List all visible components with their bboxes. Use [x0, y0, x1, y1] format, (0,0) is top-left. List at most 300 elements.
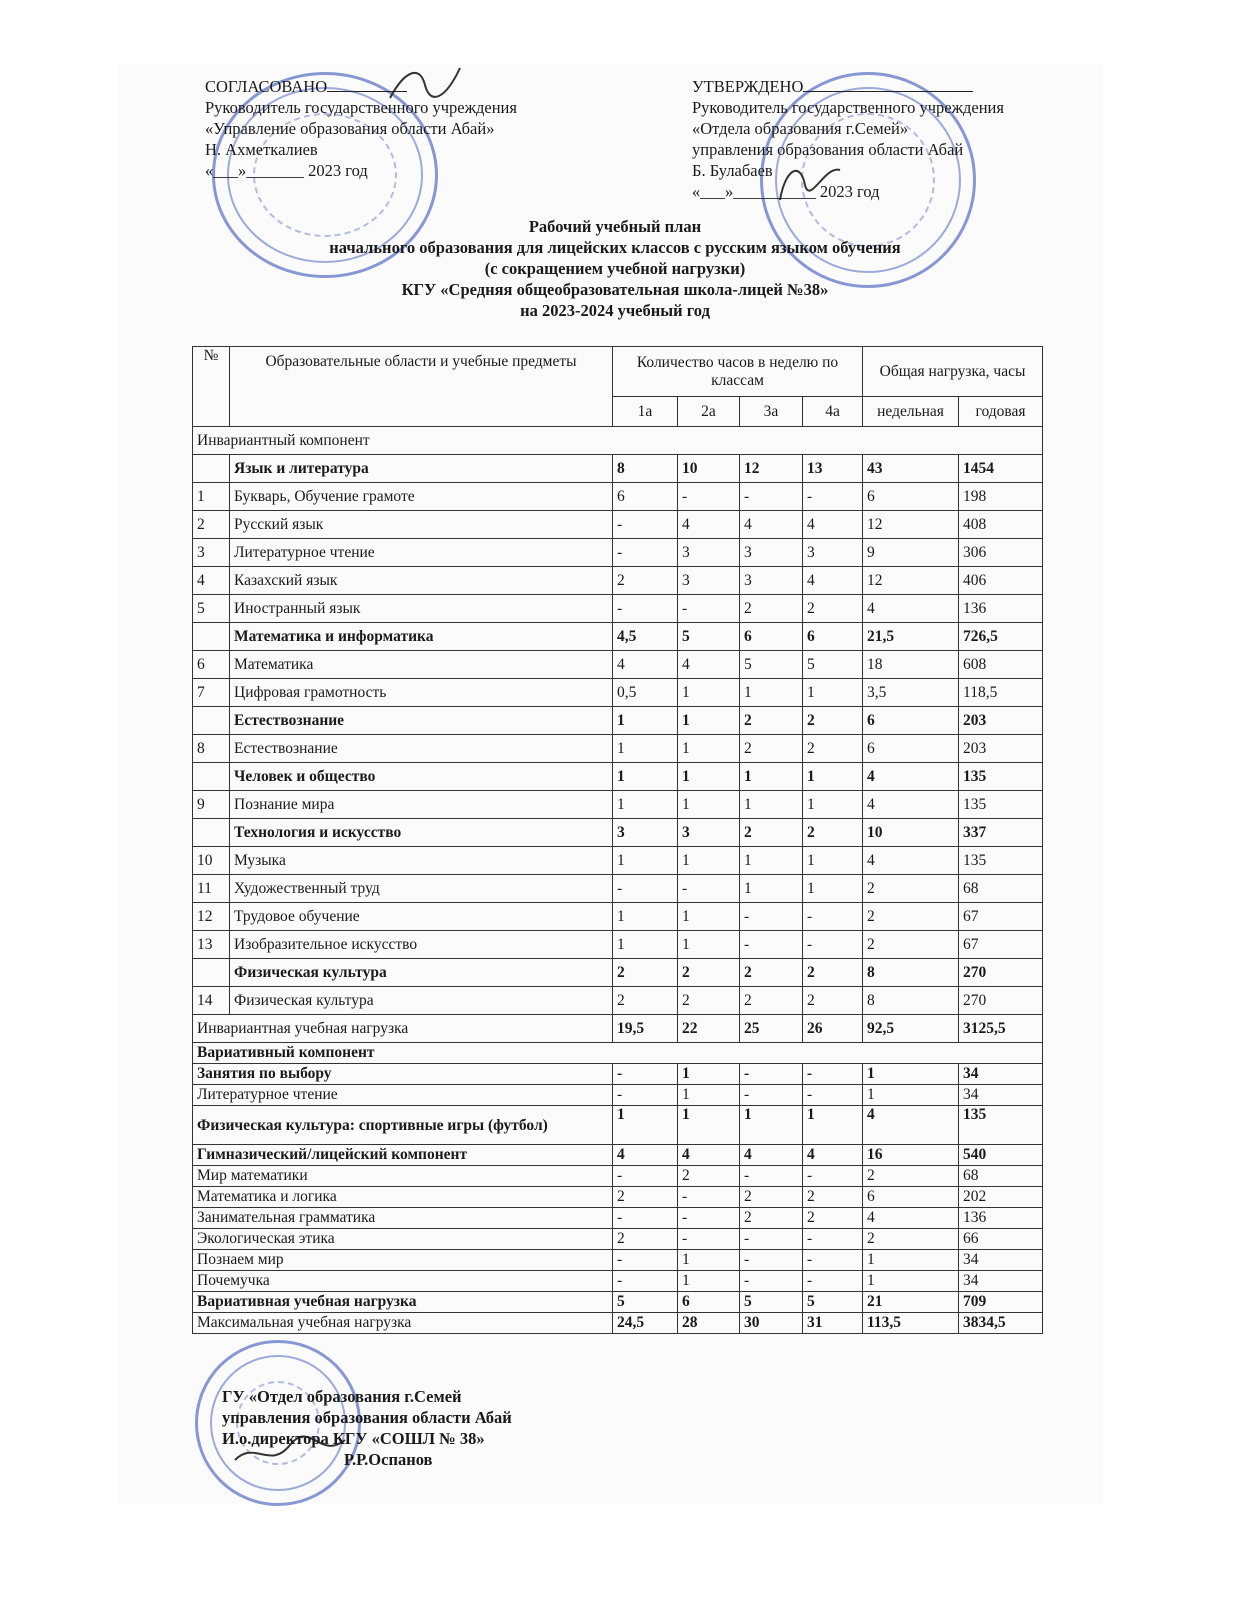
table-group-row [193, 1064, 1043, 1085]
value-y: 34 [959, 1085, 1043, 1106]
row-number: 10 [193, 847, 230, 875]
table-row [193, 735, 1043, 763]
table-row [193, 875, 1043, 903]
value-c1: 2 [613, 567, 678, 595]
curriculum-table [192, 346, 1043, 1334]
subject-name: Занятия по выбору [193, 1064, 613, 1085]
value-c4: 1 [803, 763, 863, 791]
value-y: 135 [959, 791, 1043, 819]
value-w: 4 [863, 595, 959, 623]
total-c4: 31 [803, 1313, 863, 1334]
value-c1: - [613, 875, 678, 903]
value-c2: 3 [678, 567, 740, 595]
max-total-row [193, 1313, 1043, 1334]
value-y: 68 [959, 1166, 1043, 1187]
title-line-3: (с сокращением учебной нагрузки) [484, 259, 746, 278]
table-group-row [193, 763, 1043, 791]
value-c4: 1 [803, 847, 863, 875]
value-c1: - [613, 1208, 678, 1229]
value-c2: 1 [678, 903, 740, 931]
value-c1: 4 [613, 1145, 678, 1166]
value-y: 726,5 [959, 623, 1043, 651]
value-y: 34 [959, 1064, 1043, 1085]
value-c3: 12 [740, 455, 803, 483]
footer-line-1: ГУ «Отдел образования г.Семей [222, 1387, 462, 1406]
title-line-1: Рабочий учебный план [528, 217, 702, 236]
title-line-4: КГУ «Средняя общеобразовательная школа-лицей №38» [401, 280, 829, 299]
subject-name: Трудовое обучение [230, 903, 613, 931]
approval-block-right [692, 76, 1004, 202]
row-number [193, 819, 230, 847]
value-c4: 1 [803, 791, 863, 819]
value-c2: 4 [678, 651, 740, 679]
value-c4: 3 [803, 539, 863, 567]
value-c1: 1 [613, 707, 678, 735]
value-y: 135 [959, 1106, 1043, 1145]
value-c2: 1 [678, 1106, 740, 1145]
value-c3: - [740, 1250, 803, 1271]
value-c3: 2 [740, 735, 803, 763]
table-row [193, 679, 1043, 707]
value-w: 43 [863, 455, 959, 483]
value-w: 8 [863, 987, 959, 1015]
value-w: 6 [863, 1187, 959, 1208]
approval-right-position: Руководитель государственного учреждения [692, 98, 1004, 117]
subject-name: Математика и информатика [230, 623, 613, 651]
value-c3: 3 [740, 567, 803, 595]
total-c3: 25 [740, 1015, 803, 1043]
value-c1: 1 [613, 931, 678, 959]
value-c4: - [803, 931, 863, 959]
value-c1: - [613, 1250, 678, 1271]
row-number: 8 [193, 735, 230, 763]
row-number: 5 [193, 595, 230, 623]
value-c2: - [678, 1208, 740, 1229]
table-group-row [193, 1145, 1043, 1166]
subject-name: Физическая культура [230, 987, 613, 1015]
value-y: 67 [959, 931, 1043, 959]
table-row [193, 1187, 1043, 1208]
value-c2: 1 [678, 1250, 740, 1271]
value-y: 270 [959, 959, 1043, 987]
subject-name: Литературное чтение [230, 539, 613, 567]
value-c2: 1 [678, 679, 740, 707]
value-c3: - [740, 1166, 803, 1187]
value-c3: 3 [740, 539, 803, 567]
total-c3: 5 [740, 1292, 803, 1313]
value-c1: 6 [613, 483, 678, 511]
value-c3: 1 [740, 679, 803, 707]
value-c2: 1 [678, 763, 740, 791]
value-c2: 2 [678, 1166, 740, 1187]
approval-left-name: Н. Ахметкалиев [205, 140, 318, 159]
table-row [193, 791, 1043, 819]
value-c3: - [740, 1064, 803, 1085]
footer-signature-block [222, 1386, 512, 1470]
value-y: 306 [959, 539, 1043, 567]
value-w: 2 [863, 875, 959, 903]
value-w: 1 [863, 1250, 959, 1271]
value-y: 68 [959, 875, 1043, 903]
header-class-1a: 1а [613, 397, 678, 427]
value-c4: 2 [803, 1187, 863, 1208]
approval-left-position: Руководитель государственного учреждения [205, 98, 517, 117]
total-w: 21 [863, 1292, 959, 1313]
value-c4: 2 [803, 735, 863, 763]
value-c2: 4 [678, 1145, 740, 1166]
row-number [193, 763, 230, 791]
total-y: 3834,5 [959, 1313, 1043, 1334]
subject-name: Физическая культура: спортивные игры (футбол) [193, 1106, 613, 1145]
value-w: 4 [863, 1106, 959, 1145]
value-c1: - [613, 595, 678, 623]
value-y: 203 [959, 735, 1043, 763]
value-w: 4 [863, 847, 959, 875]
subject-name: Человек и общество [230, 763, 613, 791]
subject-name: Естествознание [230, 707, 613, 735]
value-y: 202 [959, 1187, 1043, 1208]
value-c3: 1 [740, 763, 803, 791]
subject-name: Иностранный язык [230, 595, 613, 623]
row-number [193, 959, 230, 987]
value-c4: - [803, 1085, 863, 1106]
subject-name: Физическая культура [230, 959, 613, 987]
value-w: 12 [863, 567, 959, 595]
row-number: 7 [193, 679, 230, 707]
value-y: 203 [959, 707, 1043, 735]
value-w: 12 [863, 511, 959, 539]
value-c2: 4 [678, 511, 740, 539]
value-c1: 2 [613, 1229, 678, 1250]
value-c1: 1 [613, 1106, 678, 1145]
value-c4: 2 [803, 959, 863, 987]
value-w: 1 [863, 1271, 959, 1292]
value-c4: 2 [803, 707, 863, 735]
total-c1: 19,5 [613, 1015, 678, 1043]
value-c2: 3 [678, 819, 740, 847]
value-w: 4 [863, 763, 959, 791]
subject-name: Мир математики [193, 1166, 613, 1187]
value-c4: - [803, 903, 863, 931]
table-row [193, 1085, 1043, 1106]
value-y: 1454 [959, 455, 1043, 483]
approval-block-left [205, 76, 517, 181]
row-number: 3 [193, 539, 230, 567]
value-c2: - [678, 875, 740, 903]
row-number: 4 [193, 567, 230, 595]
value-c1: 2 [613, 1187, 678, 1208]
value-c1: 3 [613, 819, 678, 847]
value-c1: 0,5 [613, 679, 678, 707]
variative-total-row-label: Вариативная учебная нагрузка [193, 1292, 613, 1313]
table-group-row [193, 1106, 1043, 1145]
value-c3: - [740, 483, 803, 511]
value-c2: 1 [678, 1271, 740, 1292]
row-number: 1 [193, 483, 230, 511]
total-w: 92,5 [863, 1015, 959, 1043]
table-group-row [193, 707, 1043, 735]
approval-left-date: «___»_______ 2023 год [205, 161, 368, 180]
value-c3: 1 [740, 791, 803, 819]
total-c3: 30 [740, 1313, 803, 1334]
value-y: 66 [959, 1229, 1043, 1250]
header-weekly: недельная [863, 397, 959, 427]
footer-line-3: И.о.директора КГУ «СОШЛ № 38» [222, 1429, 485, 1448]
value-c2: - [678, 595, 740, 623]
subject-name: Язык и литература [230, 455, 613, 483]
value-c3: 2 [740, 707, 803, 735]
title-line-2: начального образования для лицейских классов с русским языком обучения [329, 238, 901, 257]
value-c3: 1 [740, 1106, 803, 1145]
footer-line-2: управления образования области Абай [222, 1408, 512, 1427]
table-row [193, 483, 1043, 511]
value-w: 6 [863, 735, 959, 763]
variative-section-label: Вариативный компонент [193, 1043, 1043, 1064]
table-row [193, 539, 1043, 567]
value-c3: - [740, 1229, 803, 1250]
header-total: Общая нагрузка, часы [863, 347, 1043, 397]
total-c4: 26 [803, 1015, 863, 1043]
value-y: 34 [959, 1271, 1043, 1292]
approval-left-org: «Управление образования области Абай» [205, 119, 495, 138]
approval-right-name: Б. Булабаев [692, 161, 773, 180]
value-c1: - [613, 1085, 678, 1106]
value-c3: 2 [740, 987, 803, 1015]
value-c4: 6 [803, 623, 863, 651]
table-row [193, 1271, 1043, 1292]
variative-total-row [193, 1292, 1043, 1313]
table-row [193, 1166, 1043, 1187]
value-w: 4 [863, 1208, 959, 1229]
value-w: 8 [863, 959, 959, 987]
header-yearly: годовая [959, 397, 1043, 427]
value-w: 9 [863, 539, 959, 567]
subject-name: Казахский язык [230, 567, 613, 595]
total-c1: 24,5 [613, 1313, 678, 1334]
value-c4: 1 [803, 875, 863, 903]
value-c3: 2 [740, 959, 803, 987]
invariant-total-row [193, 1015, 1043, 1043]
value-c1: - [613, 1064, 678, 1085]
subject-name: Изобразительное искусство [230, 931, 613, 959]
value-w: 10 [863, 819, 959, 847]
header-num: № [193, 347, 230, 427]
value-c1: - [613, 1166, 678, 1187]
value-c2: 1 [678, 791, 740, 819]
total-c4: 5 [803, 1292, 863, 1313]
value-c3: 2 [740, 1208, 803, 1229]
value-c1: 4 [613, 651, 678, 679]
invariant-total-label: Инвариантная учебная нагрузка [193, 1015, 613, 1043]
value-c4: - [803, 1271, 863, 1292]
value-c2: 2 [678, 987, 740, 1015]
header-hours: Количество часов в неделю по классам [613, 347, 863, 397]
table-row [193, 511, 1043, 539]
table-group-row [193, 819, 1043, 847]
table-row [193, 931, 1043, 959]
value-c4: 2 [803, 1208, 863, 1229]
value-c4: 13 [803, 455, 863, 483]
subject-name: Технология и искусство [230, 819, 613, 847]
row-number: 11 [193, 875, 230, 903]
value-c3: 4 [740, 511, 803, 539]
approval-right-org: «Отдела образования г.Семей» [692, 119, 909, 138]
title-line-5: на 2023-2024 учебный год [520, 301, 710, 320]
value-c4: - [803, 1250, 863, 1271]
subject-name: Занимательная грамматика [193, 1208, 613, 1229]
value-c4: - [803, 1229, 863, 1250]
value-c1: 1 [613, 903, 678, 931]
value-c4: - [803, 483, 863, 511]
value-y: 135 [959, 763, 1043, 791]
value-c4: 4 [803, 1145, 863, 1166]
subject-name: Цифровая грамотность [230, 679, 613, 707]
subject-name: Букварь, Обучение грамоте [230, 483, 613, 511]
value-c2: 3 [678, 539, 740, 567]
total-c1: 5 [613, 1292, 678, 1313]
value-c1: 1 [613, 763, 678, 791]
value-c3: 6 [740, 623, 803, 651]
value-w: 3,5 [863, 679, 959, 707]
value-c3: 1 [740, 875, 803, 903]
total-c2: 22 [678, 1015, 740, 1043]
row-number: 6 [193, 651, 230, 679]
table-row [193, 903, 1043, 931]
value-w: 6 [863, 483, 959, 511]
row-number: 13 [193, 931, 230, 959]
value-c4: 4 [803, 567, 863, 595]
row-number [193, 623, 230, 651]
subject-name: Познаем мир [193, 1250, 613, 1271]
value-w: 6 [863, 707, 959, 735]
value-c1: - [613, 511, 678, 539]
value-w: 16 [863, 1145, 959, 1166]
value-w: 1 [863, 1085, 959, 1106]
value-c1: 1 [613, 735, 678, 763]
value-c2: - [678, 1187, 740, 1208]
value-c2: 5 [678, 623, 740, 651]
approval-right-heading: УТВЕРЖДЕНО [692, 76, 1004, 97]
value-c1: 1 [613, 791, 678, 819]
subject-name: Художественный труд [230, 875, 613, 903]
value-c2: 1 [678, 707, 740, 735]
header-class-3a: 3а [740, 397, 803, 427]
row-number: 9 [193, 791, 230, 819]
value-c2: 1 [678, 931, 740, 959]
table-row [193, 987, 1043, 1015]
total-y: 709 [959, 1292, 1043, 1313]
row-number [193, 455, 230, 483]
value-c4: 4 [803, 511, 863, 539]
value-c1: 2 [613, 959, 678, 987]
table-row [193, 651, 1043, 679]
value-y: 608 [959, 651, 1043, 679]
value-c3: 2 [740, 595, 803, 623]
value-c3: 1 [740, 847, 803, 875]
subject-name: Гимназический/лицейский компонент [193, 1145, 613, 1166]
value-y: 406 [959, 567, 1043, 595]
value-c2: 1 [678, 847, 740, 875]
value-c1: 4,5 [613, 623, 678, 651]
header-class-2a: 2а [678, 397, 740, 427]
table-group-row [193, 455, 1043, 483]
value-c2: 10 [678, 455, 740, 483]
value-c3: - [740, 1085, 803, 1106]
total-y: 3125,5 [959, 1015, 1043, 1043]
approval-left-heading: СОГЛАСОВАНО [205, 76, 517, 97]
value-c4: 2 [803, 987, 863, 1015]
value-y: 34 [959, 1250, 1043, 1271]
subject-name: Литературное чтение [193, 1085, 613, 1106]
value-w: 2 [863, 1229, 959, 1250]
invariant-section-row [193, 427, 1043, 455]
row-number: 14 [193, 987, 230, 1015]
value-c3: 2 [740, 1187, 803, 1208]
value-c4: 1 [803, 679, 863, 707]
table-group-row [193, 959, 1043, 987]
subject-name: Русский язык [230, 511, 613, 539]
value-c4: - [803, 1064, 863, 1085]
value-w: 2 [863, 903, 959, 931]
table-row [193, 1208, 1043, 1229]
value-w: 18 [863, 651, 959, 679]
value-y: 270 [959, 987, 1043, 1015]
value-w: 1 [863, 1064, 959, 1085]
header-subject: Образовательные области и учебные предметы [230, 347, 613, 427]
value-w: 4 [863, 791, 959, 819]
value-c1: - [613, 539, 678, 567]
approval-right-dept: управления образования области Абай [692, 140, 964, 159]
value-y: 408 [959, 511, 1043, 539]
value-c2: 1 [678, 735, 740, 763]
curriculum-table-body [193, 427, 1043, 1334]
value-c3: 2 [740, 819, 803, 847]
table-row [193, 595, 1043, 623]
document-title [190, 216, 1040, 321]
value-y: 540 [959, 1145, 1043, 1166]
value-c1: 1 [613, 847, 678, 875]
value-c3: - [740, 1271, 803, 1292]
value-c2: - [678, 483, 740, 511]
subject-name: Естествознание [230, 735, 613, 763]
row-number: 12 [193, 903, 230, 931]
value-c2: 1 [678, 1064, 740, 1085]
total-w: 113,5 [863, 1313, 959, 1334]
value-c1: - [613, 1271, 678, 1292]
value-c4: 2 [803, 819, 863, 847]
value-c4: 5 [803, 651, 863, 679]
value-c4: 1 [803, 1106, 863, 1145]
total-c2: 28 [678, 1313, 740, 1334]
row-number [193, 707, 230, 735]
approval-right-date: «___»__________ 2023 год [692, 182, 880, 201]
value-y: 136 [959, 1208, 1043, 1229]
subject-name: Математика и логика [193, 1187, 613, 1208]
value-y: 118,5 [959, 679, 1043, 707]
value-c1: 2 [613, 987, 678, 1015]
value-y: 136 [959, 595, 1043, 623]
table-group-row [193, 623, 1043, 651]
value-y: 67 [959, 903, 1043, 931]
value-c2: - [678, 1229, 740, 1250]
max-total-row-label: Максимальная учебная нагрузка [193, 1313, 613, 1334]
row-number: 2 [193, 511, 230, 539]
value-y: 135 [959, 847, 1043, 875]
total-c2: 6 [678, 1292, 740, 1313]
value-c2: 1 [678, 1085, 740, 1106]
value-c1: 8 [613, 455, 678, 483]
value-c2: 2 [678, 959, 740, 987]
